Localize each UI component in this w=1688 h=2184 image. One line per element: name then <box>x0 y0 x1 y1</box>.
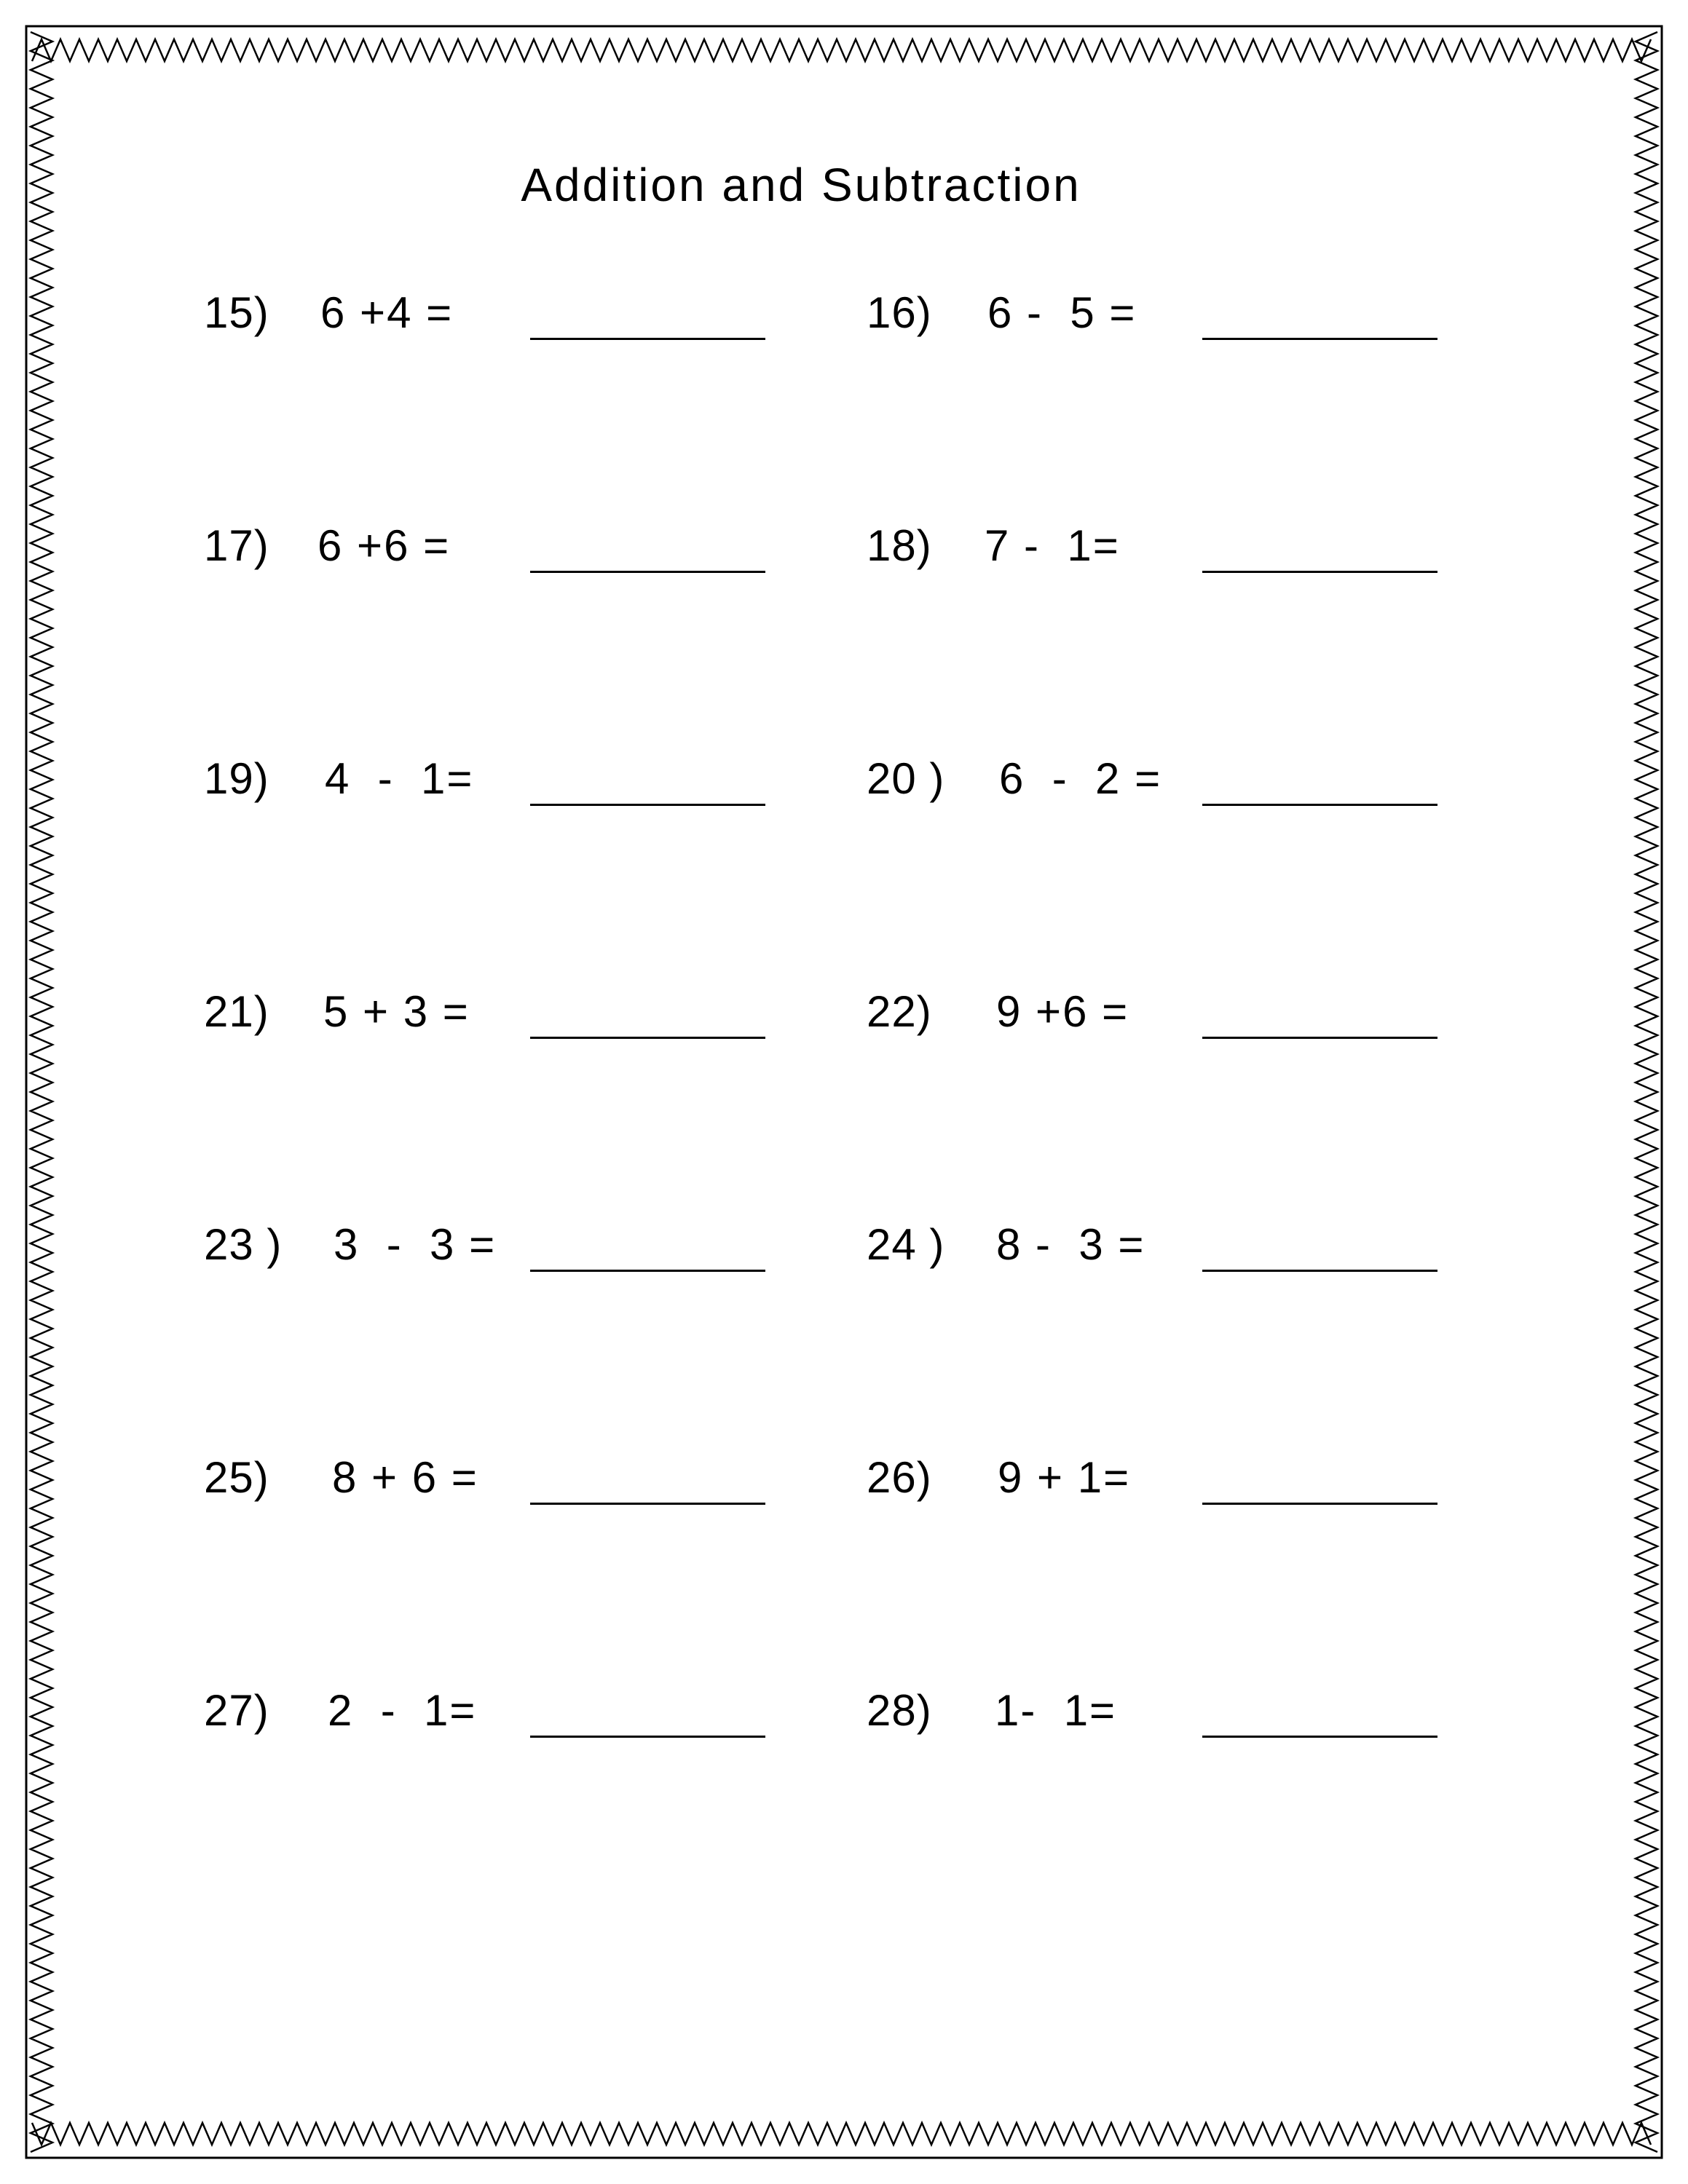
answer-blank[interactable] <box>1202 804 1437 806</box>
problem-expression: 6 - 5 = <box>987 288 1137 337</box>
problem-number: 28) <box>867 1686 932 1735</box>
answer-blank[interactable] <box>530 571 765 573</box>
problem-19 <box>204 750 728 808</box>
problem-number: 26) <box>867 1453 932 1502</box>
problem-23 <box>204 1216 728 1274</box>
problem-expression: 9 + 1= <box>998 1453 1131 1502</box>
answer-blank[interactable] <box>1202 1736 1437 1738</box>
answer-blank[interactable] <box>1202 338 1437 340</box>
answer-blank[interactable] <box>530 338 765 340</box>
problem-17 <box>204 517 728 575</box>
problem-expression: 8 - 3 = <box>996 1220 1145 1269</box>
problem-21 <box>204 983 728 1041</box>
problem-number: 24 ) <box>867 1220 945 1269</box>
problem-expression: 6 +4 = <box>320 288 454 337</box>
problem-27 <box>204 1682 728 1740</box>
problem-expression: 1- 1= <box>995 1686 1117 1735</box>
problem-number: 21) <box>204 987 269 1036</box>
problem-16 <box>867 284 1391 342</box>
problem-expression: 7 - 1= <box>985 521 1120 570</box>
problem-15 <box>204 284 728 342</box>
answer-blank[interactable] <box>1202 1270 1437 1272</box>
problem-number: 23 ) <box>204 1220 283 1269</box>
problem-number: 19) <box>204 754 269 803</box>
problem-expression: 8 + 6 = <box>332 1453 478 1502</box>
answer-blank[interactable] <box>530 1037 765 1039</box>
border-zigzag-right <box>1636 32 1657 2152</box>
border-zigzag-left <box>31 32 52 2152</box>
border-zigzag-top <box>32 39 1651 61</box>
problem-number: 27) <box>204 1686 269 1735</box>
answer-blank[interactable] <box>530 1503 765 1505</box>
problem-28 <box>867 1682 1391 1740</box>
problem-number: 18) <box>867 521 932 570</box>
problem-25 <box>204 1449 728 1507</box>
problem-number: 20 ) <box>867 754 945 803</box>
answer-blank[interactable] <box>530 804 765 806</box>
problem-expression: 2 - 1= <box>328 1686 477 1735</box>
problem-expression: 5 + 3 = <box>323 987 470 1036</box>
problem-expression: 9 +6 = <box>996 987 1129 1036</box>
problem-24 <box>867 1216 1391 1274</box>
answer-blank[interactable] <box>1202 571 1437 573</box>
problem-26 <box>867 1449 1391 1507</box>
answer-blank[interactable] <box>1202 1037 1437 1039</box>
border-outer-frame <box>26 26 1662 2158</box>
problem-number: 22) <box>867 987 932 1036</box>
worksheet-title: Addition and Subtraction <box>521 159 1081 211</box>
problem-number: 16) <box>867 288 932 337</box>
problem-expression: 6 +6 = <box>318 521 451 570</box>
answer-blank[interactable] <box>530 1736 765 1738</box>
problem-22 <box>867 983 1391 1041</box>
answer-blank[interactable] <box>530 1270 765 1272</box>
problem-expression: 3 - 3 = <box>334 1220 497 1269</box>
problem-number: 15) <box>204 288 269 337</box>
answer-blank[interactable] <box>1202 1503 1437 1505</box>
problem-expression: 6 - 2 = <box>999 754 1162 803</box>
problem-18 <box>867 517 1391 575</box>
border-zigzag-bottom <box>32 2123 1651 2145</box>
problem-expression: 4 - 1= <box>325 754 474 803</box>
problem-number: 25) <box>204 1453 269 1502</box>
problem-20 <box>867 750 1391 808</box>
problem-number: 17) <box>204 521 269 570</box>
